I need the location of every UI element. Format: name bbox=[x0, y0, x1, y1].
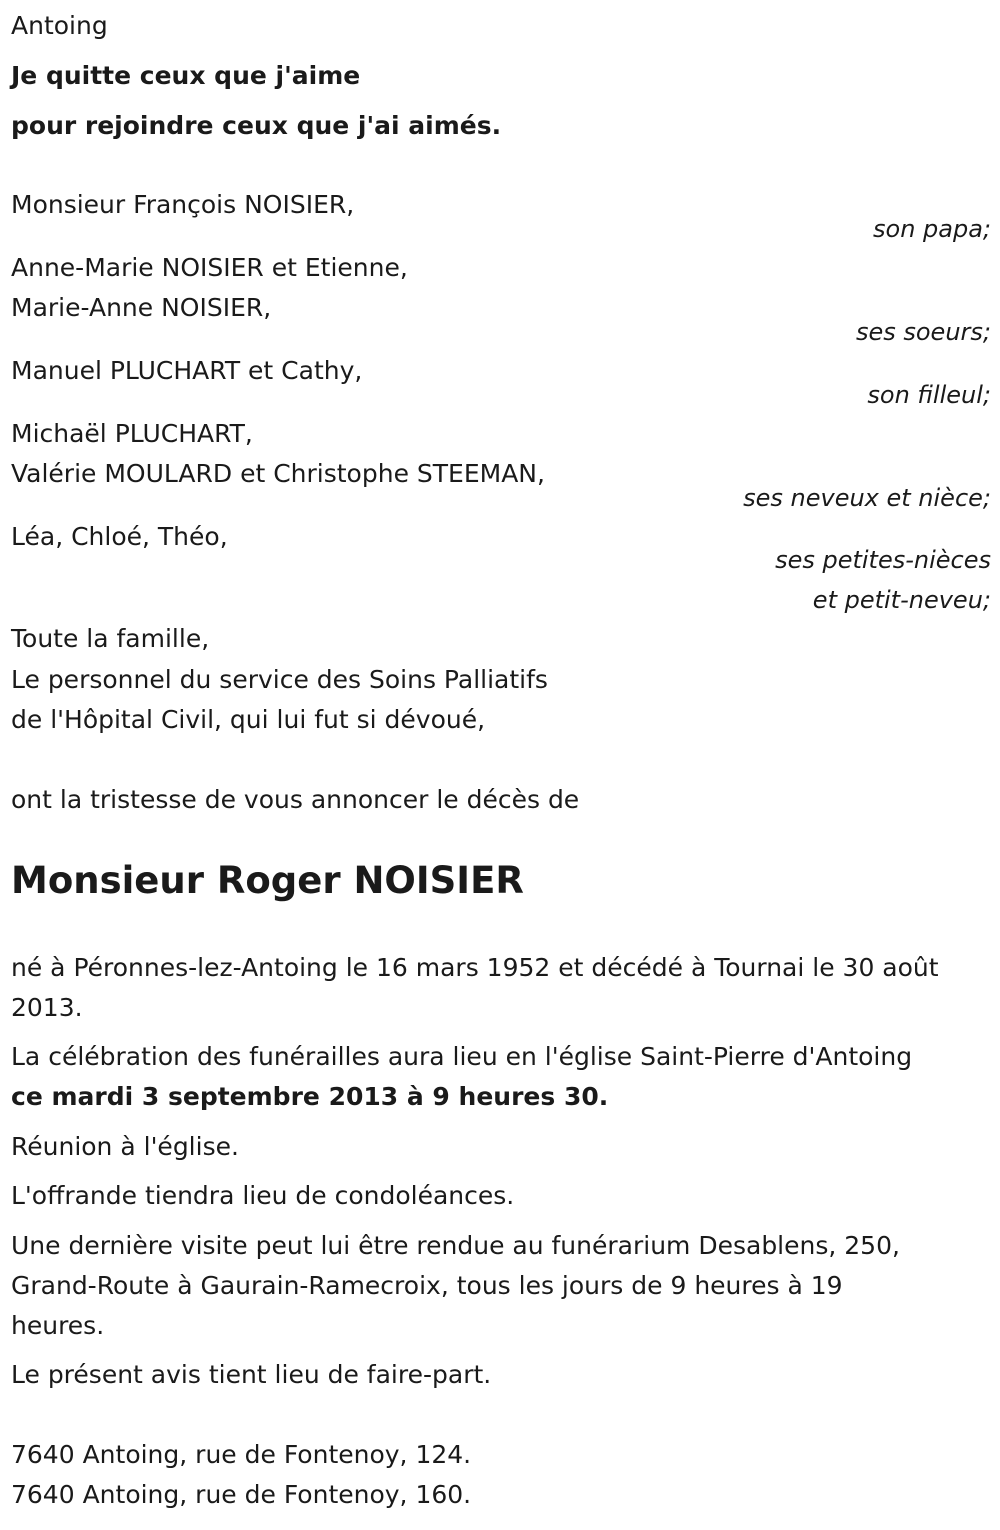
announcement: ont la tristesse de vous annoncer le décès de bbox=[11, 785, 580, 814]
visit-line-1: Une dernière visite peut lui être rendue au funérarium Desablens, 250, bbox=[11, 1231, 900, 1260]
father-name: Monsieur François NOISIER, bbox=[11, 190, 355, 219]
others-3: de l'Hôpital Civil, qui lui fut si dévoué, bbox=[11, 705, 486, 734]
funeral-line-2: ce mardi 3 septembre 2013 à 9 heures 30. bbox=[11, 1082, 609, 1111]
location: Antoing bbox=[11, 11, 108, 40]
others-2: Le personnel du service des Soins Palliatifs bbox=[11, 665, 548, 694]
offering: L'offrande tiendra lieu de condoléances. bbox=[11, 1181, 515, 1210]
grandnieces-role-2: et petit-neveu; bbox=[812, 586, 991, 614]
quote-line-1: Je quitte ceux que j'aime bbox=[11, 61, 361, 90]
birth-line-1: né à Péronnes-lez-Antoing le 16 mars 1952 et décédé à Tournai le 30 août bbox=[11, 953, 939, 982]
others-1: Toute la famille, bbox=[11, 624, 210, 653]
quote-line-2: pour rejoindre ceux que j'ai aimés. bbox=[11, 111, 502, 140]
birth-line-2: 2013. bbox=[11, 993, 83, 1022]
godson-role: son filleul; bbox=[867, 381, 991, 409]
address-2: 7640 Antoing, rue de Fontenoy, 160. bbox=[11, 1480, 472, 1509]
funeral-line-1: La célébration des funérailles aura lieu en l'église Saint-Pierre d'Antoing bbox=[11, 1042, 913, 1071]
meeting: Réunion à l'église. bbox=[11, 1132, 239, 1161]
obituary-document bbox=[11, 0, 991, 1530]
grandnieces: Léa, Chloé, Théo, bbox=[11, 522, 228, 551]
father-role: son papa; bbox=[873, 215, 991, 243]
niece: Valérie MOULARD et Christophe STEEMAN, bbox=[11, 459, 545, 488]
notice: Le présent avis tient lieu de faire-part. bbox=[11, 1360, 492, 1389]
godson: Manuel PLUCHART et Cathy, bbox=[11, 356, 363, 385]
deceased-name: Monsieur Roger NOISIER bbox=[11, 859, 524, 902]
nephews-role: ses neveux et nièce; bbox=[743, 484, 991, 512]
visit-line-2: Grand-Route à Gaurain-Ramecroix, tous les jours de 9 heures à 19 bbox=[11, 1271, 843, 1300]
address-1: 7640 Antoing, rue de Fontenoy, 124. bbox=[11, 1440, 472, 1469]
sister-1: Anne-Marie NOISIER et Etienne, bbox=[11, 253, 408, 282]
nephew: Michaël PLUCHART, bbox=[11, 419, 253, 448]
visit-line-3: heures. bbox=[11, 1311, 105, 1340]
sister-2: Marie-Anne NOISIER, bbox=[11, 293, 272, 322]
grandnieces-role-1: ses petites-nièces bbox=[775, 546, 991, 574]
sisters-role: ses soeurs; bbox=[855, 318, 991, 346]
